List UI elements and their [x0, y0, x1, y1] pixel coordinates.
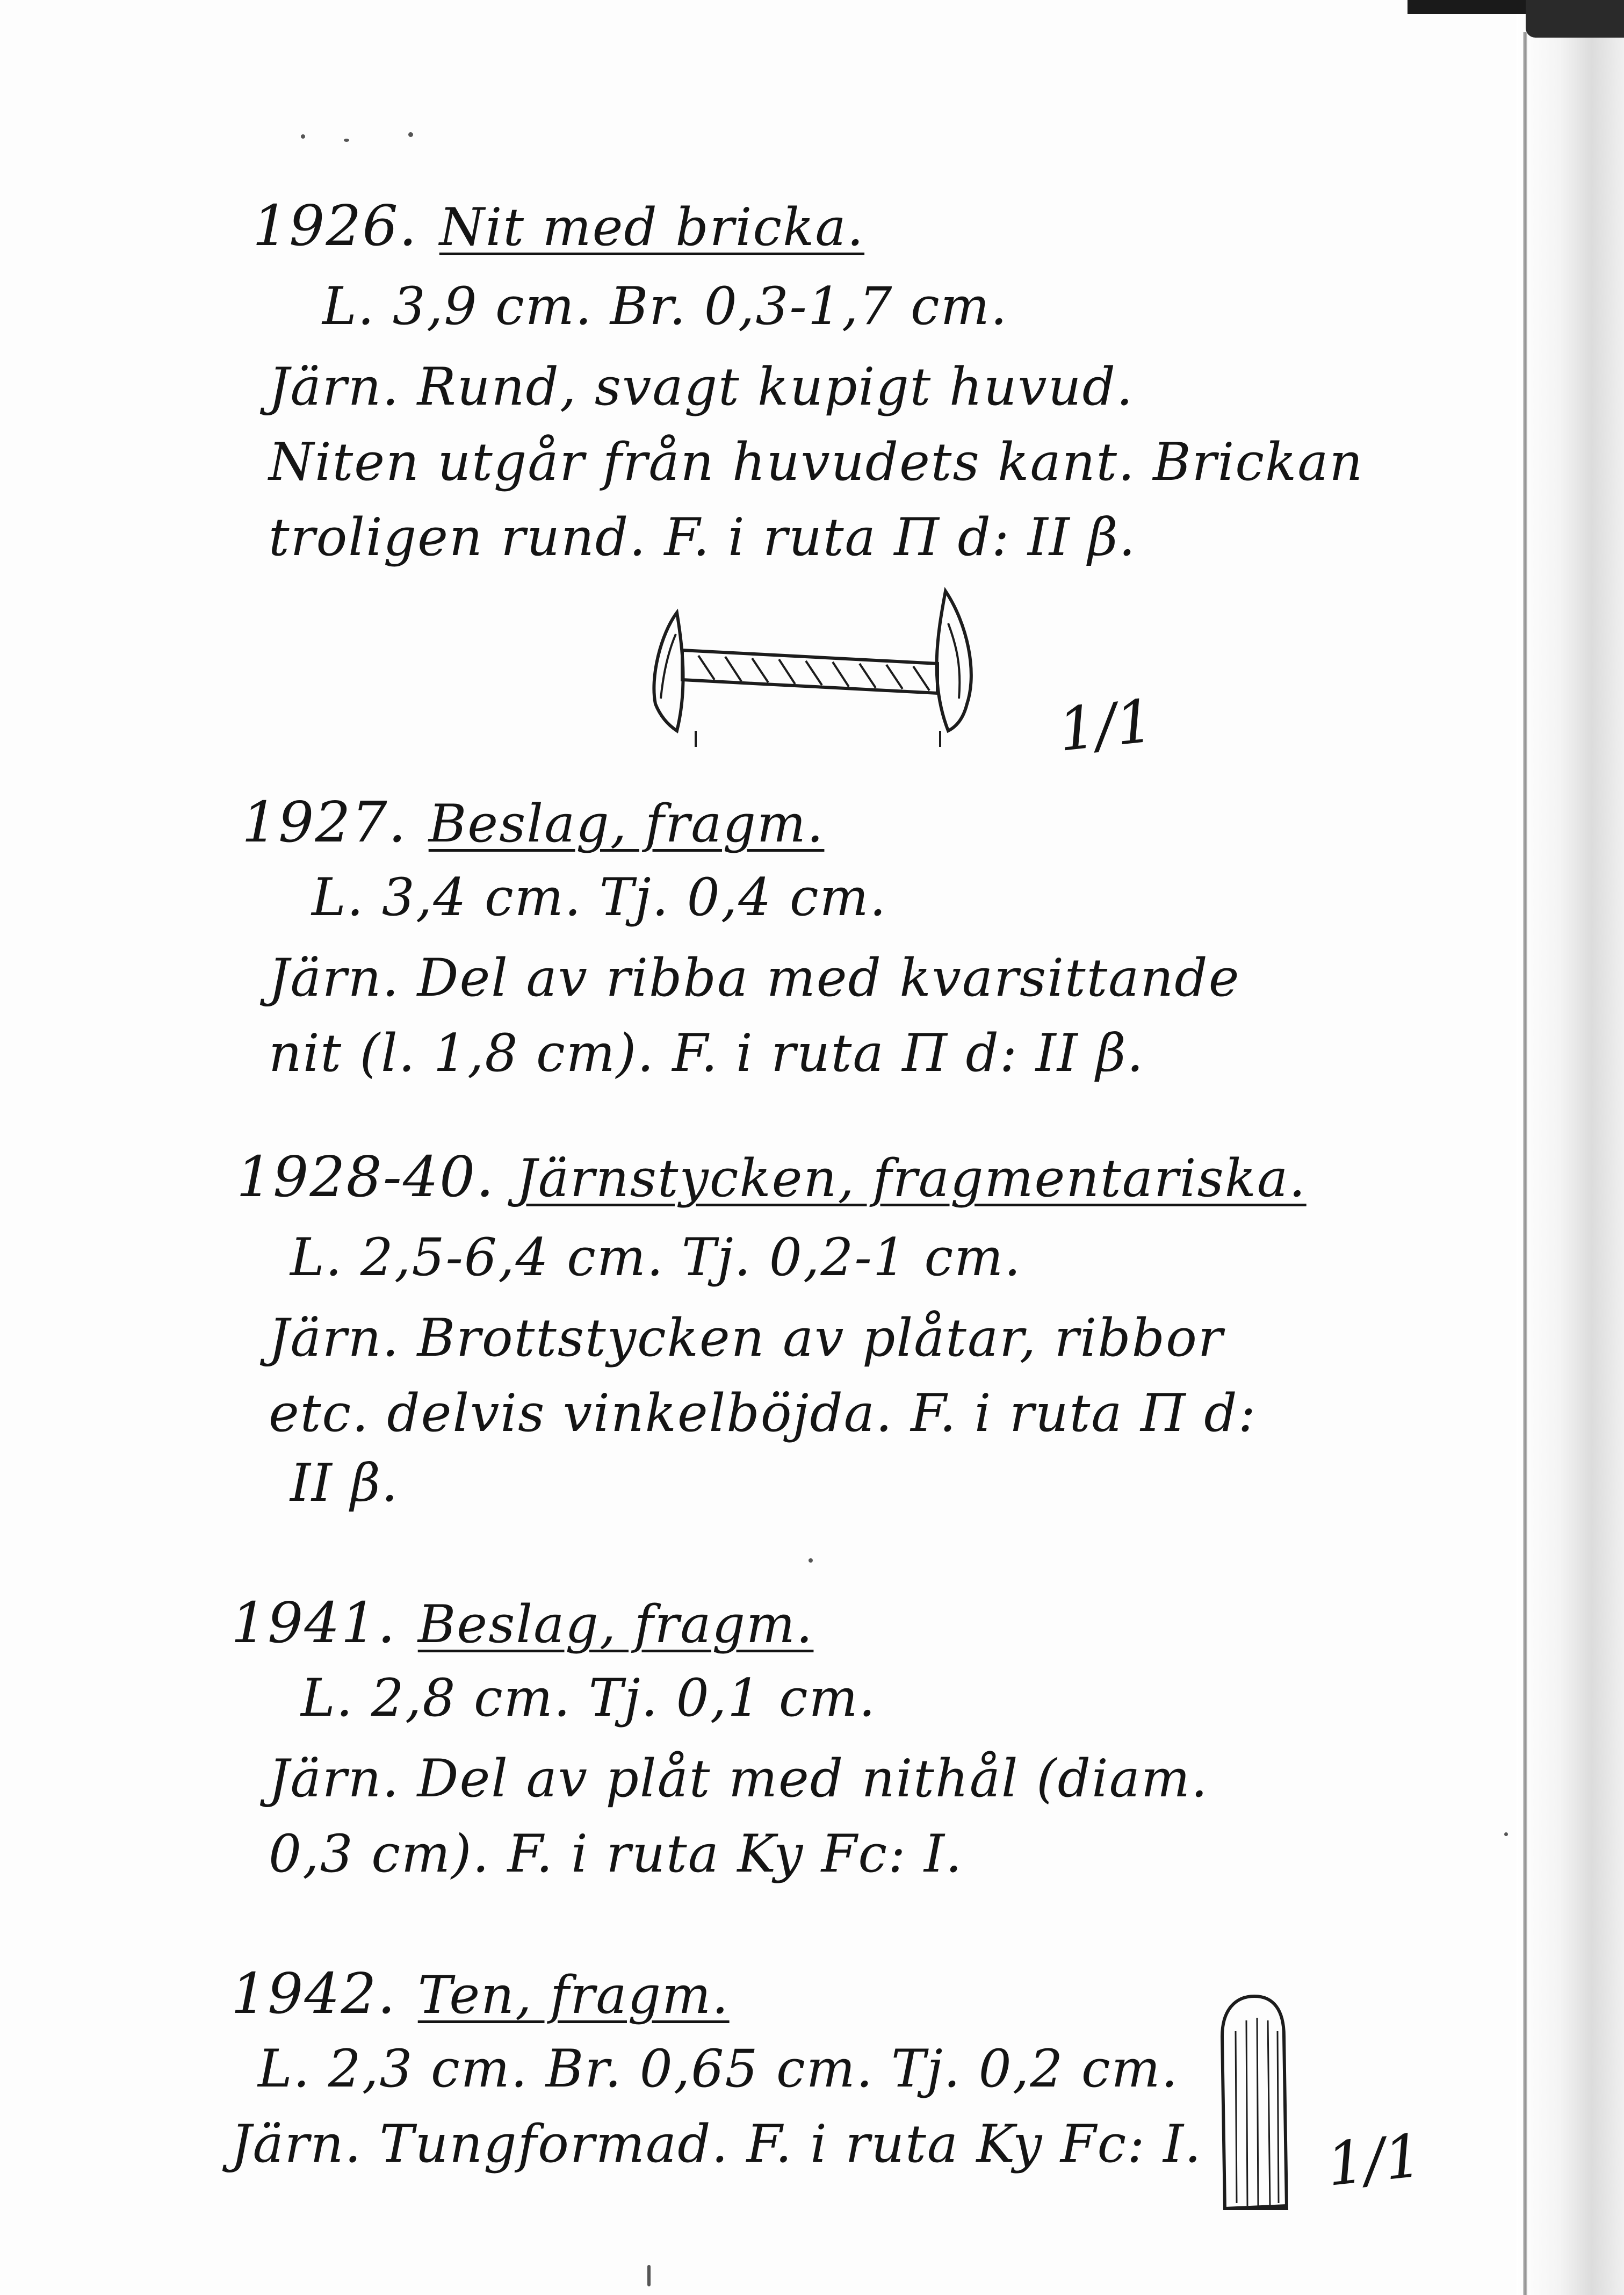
entry-heading — [236, 1145, 1307, 1211]
entry-number: 1942. — [231, 1961, 396, 2026]
entry-line: Järn. Tungformad. F. i ruta Ky Fc: I. — [231, 2114, 1202, 2174]
ink-speck — [809, 1558, 813, 1563]
ink-speck — [301, 134, 305, 139]
entry-number: 1941. — [231, 1590, 396, 1656]
entry-line: L. 2,5-6,4 cm. Tj. 0,2-1 cm. — [290, 1227, 1022, 1287]
entry-line: Järn. Del av ribba med kvarsittande — [269, 948, 1240, 1008]
ink-speck — [344, 139, 349, 142]
rivet-sketch — [645, 570, 994, 752]
entry-line: nit (l. 1,8 cm). F. i ruta Π d: II β. — [269, 1023, 1145, 1083]
entry-line: L. 2,8 cm. Tj. 0,1 cm. — [301, 1668, 877, 1728]
tongue-fragment-sketch — [1209, 1988, 1300, 2219]
entry-heading — [242, 790, 824, 856]
entry-line: L. 3,4 cm. Tj. 0,4 cm. — [312, 867, 887, 927]
entry-heading — [231, 1591, 813, 1657]
entry-line: II β. — [290, 1453, 399, 1513]
entry-line: L. 3,9 cm. Br. 0,3-1,7 cm. — [322, 276, 1008, 336]
page-edge-shadow — [1517, 0, 1624, 2295]
entry-title: Nit med bricka. — [439, 197, 865, 257]
entry-heading — [231, 1961, 730, 2027]
corner-tab — [1526, 0, 1624, 38]
ink-speck — [408, 132, 413, 137]
entry-title: Beslag, fragm. — [428, 794, 825, 854]
entry-title: Ten, fragm. — [417, 1965, 730, 2025]
entry-line: Niten utgår från huvudets kant. Brickan — [269, 432, 1364, 492]
entry-line: troligen rund. F. i ruta Π d: II β. — [269, 507, 1137, 567]
entry-line: etc. delvis vinkelböjda. F. i ruta Π d: — [269, 1383, 1257, 1443]
entry-title: Järnstycken, fragmentariska. — [516, 1148, 1307, 1208]
entry-heading — [252, 193, 864, 260]
ink-speck — [1504, 1832, 1508, 1836]
entry-line: Järn. Rund, svagt kupigt huvud. — [269, 357, 1134, 417]
entry-line: L. 2,3 cm. Br. 0,65 cm. Tj. 0,2 cm. — [258, 2039, 1179, 2099]
entry-line: Järn. Brottstycken av plåtar, ribbor — [269, 1308, 1224, 1368]
ink-speck — [647, 2265, 651, 2286]
scale-label: 1/1 — [1055, 686, 1157, 765]
entry-number: 1927. — [242, 789, 407, 855]
binding-edge — [1523, 32, 1527, 2295]
entry-number: 1926. — [252, 193, 418, 258]
entry-line: 0,3 cm). F. i ruta Ky Fc: I. — [269, 1824, 963, 1884]
entry-number: 1928-40. — [236, 1144, 495, 1210]
scale-label: 1/1 — [1323, 2121, 1426, 2199]
entry-line: Järn. Del av plåt med nithål (diam. — [269, 1749, 1209, 1809]
entry-title: Beslag, fragm. — [417, 1594, 814, 1654]
